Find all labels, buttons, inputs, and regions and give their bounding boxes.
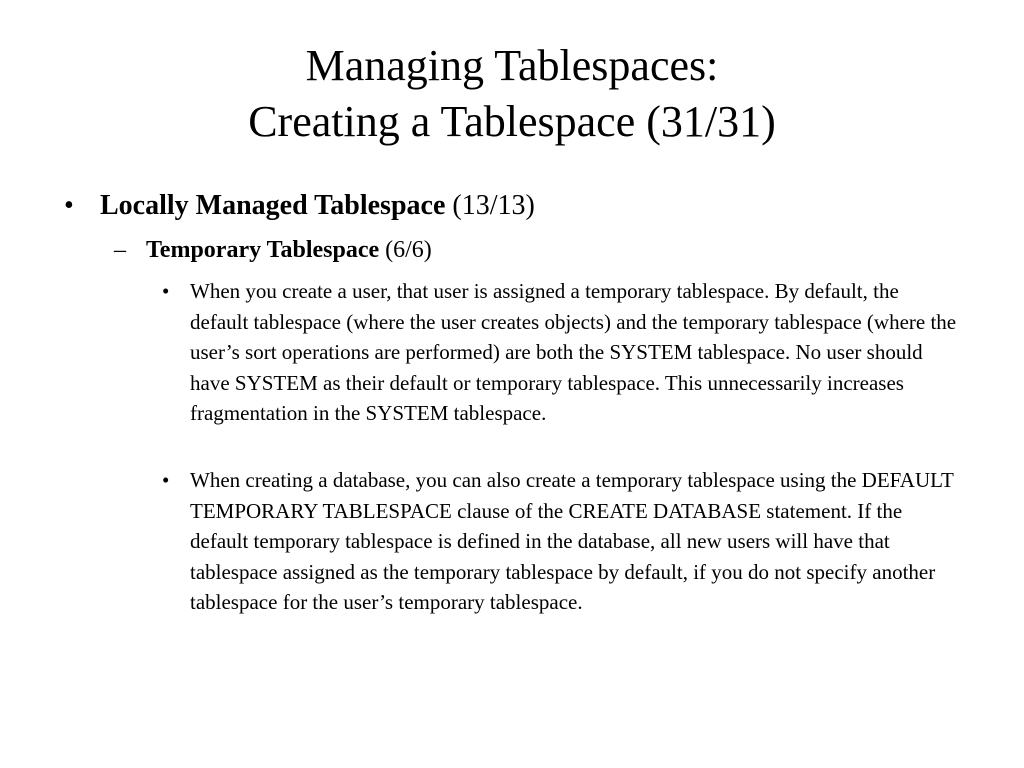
bullet-level2-rest: (6/6) bbox=[379, 237, 432, 263]
bullet-level2-text bbox=[146, 234, 432, 266]
bullet-level3-text: When you create a user, that user is assigned a temporary tablespace. By default, the default tablespace (where the user creates objects) and the temporary tablespace (where the user’s sort operations are performed) are both the SYSTEM tablespace. No user should have SYSTEM as their default or temporary tablespace. This unnecessarily increases fragmentation in the SYSTEM tablespace. bbox=[190, 279, 957, 425]
bullet-level2-bold: Temporary Tablespace bbox=[146, 237, 380, 263]
bullet-dash-icon: – bbox=[114, 237, 126, 263]
bullet-dot-icon: • bbox=[162, 279, 170, 303]
bullet-level1 bbox=[64, 188, 964, 224]
bullet-level3-item bbox=[162, 465, 962, 618]
bullet-dot-icon: • bbox=[162, 468, 170, 492]
bullet-level3-text: When creating a database, you can also create a temporary tablespace using the DEFAULT TEMPORARY TABLESPACE clause of the CREATE DATABASE statement. If the default temporary tablespace is defined in the database, all new users will have that tablespace assigned as the temporary tablespace by default, if you do not specify another tablespace for the user’s temporary tablespace. bbox=[190, 468, 954, 614]
bullet-dot-icon: • bbox=[64, 190, 74, 221]
bullet-level3-item bbox=[162, 276, 962, 429]
slide-title-line-1: Managing Tablespaces: bbox=[305, 41, 719, 90]
slide-title bbox=[0, 38, 1024, 150]
bullet-level1-bold: Locally Managed Tablespace bbox=[100, 190, 446, 221]
bullet-level1-text bbox=[100, 188, 535, 224]
bullet-level2 bbox=[114, 234, 974, 266]
bullet-level1-rest: (13/13) bbox=[445, 190, 535, 221]
slide-title-line-2: Creating a Tablespace (31/31) bbox=[248, 97, 776, 146]
